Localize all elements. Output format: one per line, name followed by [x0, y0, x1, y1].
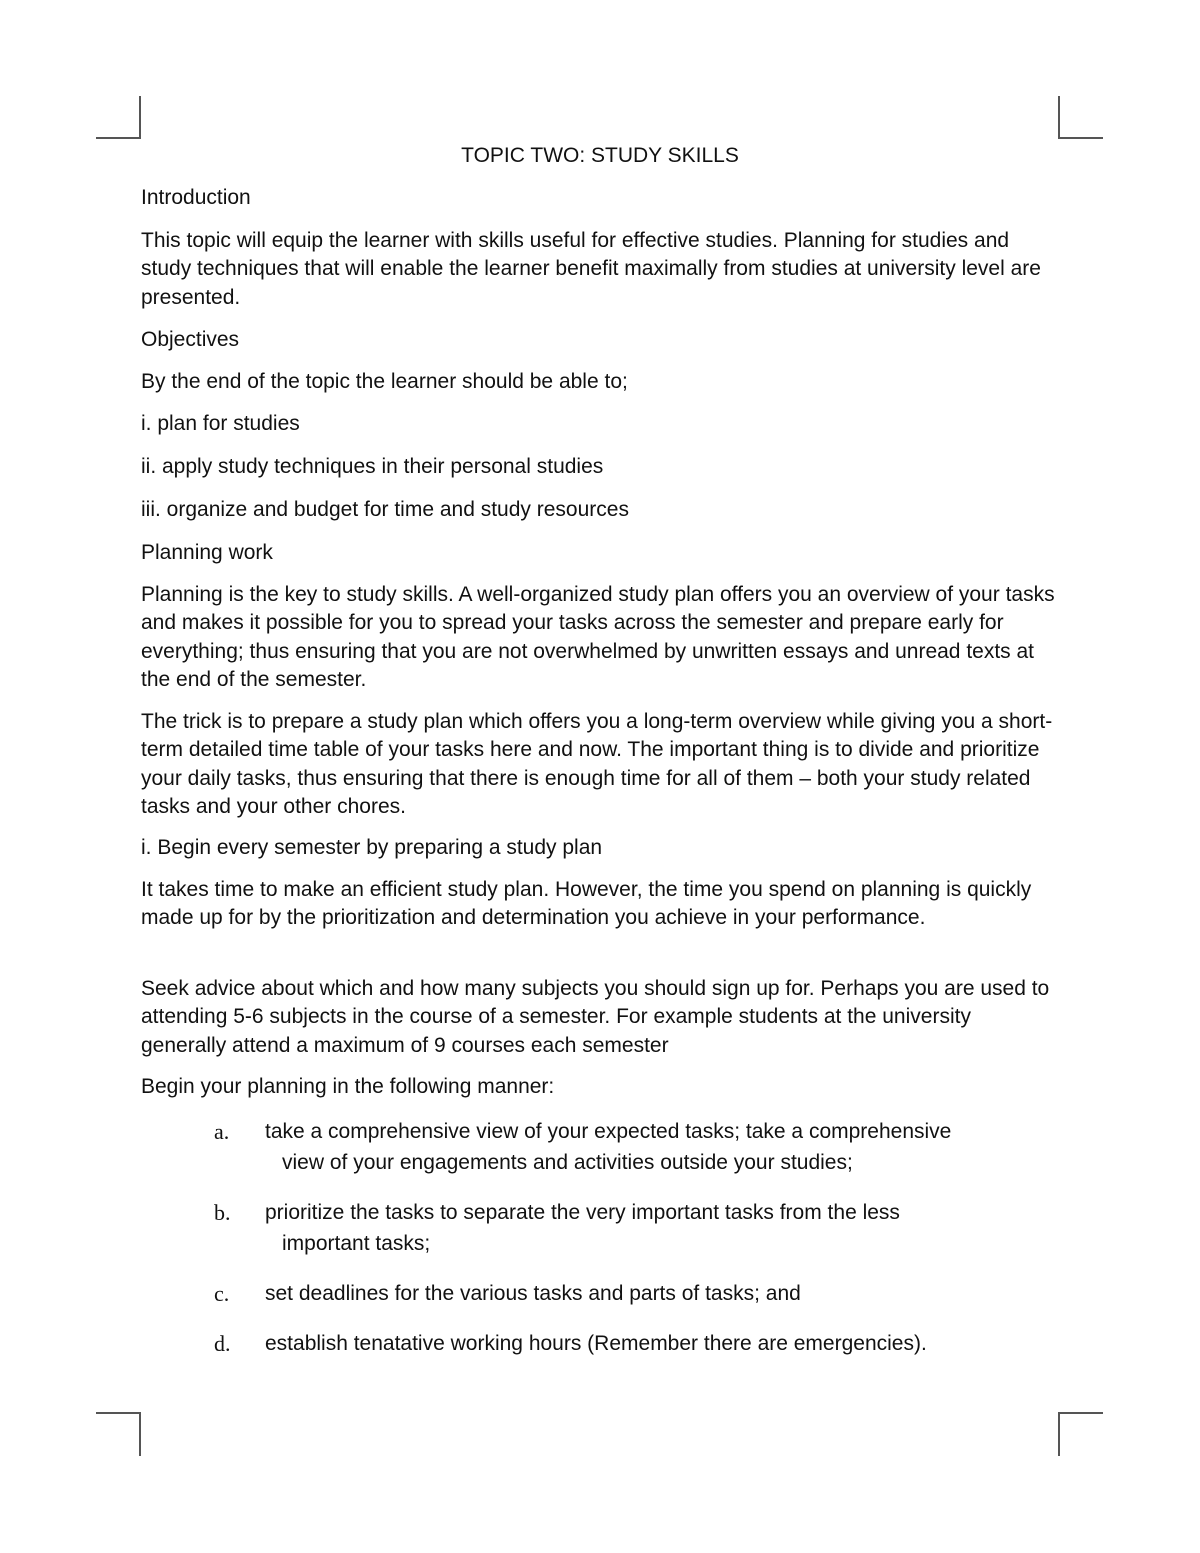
list-marker-b: b. — [214, 1200, 231, 1225]
list-item-c — [265, 1278, 1045, 1309]
objective-item-1: i. plan for studies — [141, 412, 300, 435]
planning-heading: Planning work — [141, 541, 273, 564]
objectives-lead: By the end of the topic the learner should be able to; — [141, 370, 628, 393]
planning-paragraph-2: The trick is to prepare a study plan which offers you a long-term overview while giving you a short-term detailed time table of your tasks here and now. The important thing is to divide and prioritize your daily tasks, thus ensuring that there is enough time for all of them – both your study related tasks and your other chores. — [141, 710, 1053, 818]
list-item-a-line-1: take a comprehensive view of your expected tasks; take a comprehensive — [265, 1120, 952, 1143]
list-item-c-line-1: set deadlines for the various tasks and parts of tasks; and — [265, 1282, 801, 1305]
objectives-heading: Objectives — [141, 328, 240, 351]
crop-mark-bottom-left-vertical — [139, 1412, 141, 1456]
list-item-b-line-1: prioritize the tasks to separate the very important tasks from the less — [265, 1201, 900, 1224]
objective-item-2: ii. apply study techniques in their personal studies — [141, 455, 604, 478]
crop-mark-top-right-vertical — [1058, 96, 1060, 139]
subheading-study-plan: i. Begin every semester by preparing a study plan — [141, 836, 603, 859]
list-marker-a: a. — [214, 1119, 230, 1144]
list-lead: Begin your planning in the following manner: — [141, 1075, 555, 1098]
list-item-b — [265, 1197, 1045, 1259]
planning-paragraph-1: Planning is the key to study skills. A well-organized study plan offers you an overview of your tasks and makes it possible for you to spread your tasks across the semester and prepare early for everything; thus ensuring that you are not overwhelmed by unwritten essays and unread texts at the end of the semester. — [141, 583, 1055, 691]
crop-mark-bottom-left-horizontal — [96, 1412, 141, 1414]
objective-item-3: iii. organize and budget for time and study resources — [141, 498, 629, 521]
document-title: TOPIC TWO: STUDY SKILLS — [461, 144, 739, 167]
crop-mark-top-right-horizontal — [1058, 137, 1103, 139]
list-marker-c: c. — [214, 1281, 230, 1306]
study-plan-paragraph: It takes time to make an efficient study plan. However, the time you spend on planning is quickly made up for by the prioritization and determination you achieve in your performance. — [141, 878, 1032, 930]
crop-mark-bottom-right-horizontal — [1058, 1412, 1103, 1414]
list-item-a — [265, 1116, 1045, 1178]
introduction-paragraph: This topic will equip the learner with skills useful for effective studies. Planning for studies and study techniques that will enable the learner benefit maximally from studies at university level are presented. — [141, 229, 1041, 309]
list-item-d-line-1: establish tenatative working hours (Remember there are emergencies). — [265, 1332, 927, 1355]
list-item-d — [265, 1328, 1045, 1359]
crop-mark-top-left-horizontal — [96, 137, 141, 139]
introduction-heading: Introduction — [141, 186, 251, 209]
list-item-b-line-2: important tasks; — [282, 1232, 431, 1255]
list-marker-d: d. — [214, 1331, 231, 1356]
advice-paragraph: Seek advice about which and how many subjects you should sign up for. Perhaps you are used to attending 5-6 subjects in the course of a semester. For example students at the university generally attend a maximum of 9 courses each semester — [141, 977, 1050, 1057]
list-item-a-line-2: view of your engagements and activities outside your studies; — [282, 1151, 853, 1174]
crop-mark-top-left-vertical — [139, 96, 141, 139]
crop-mark-bottom-right-vertical — [1058, 1412, 1060, 1456]
